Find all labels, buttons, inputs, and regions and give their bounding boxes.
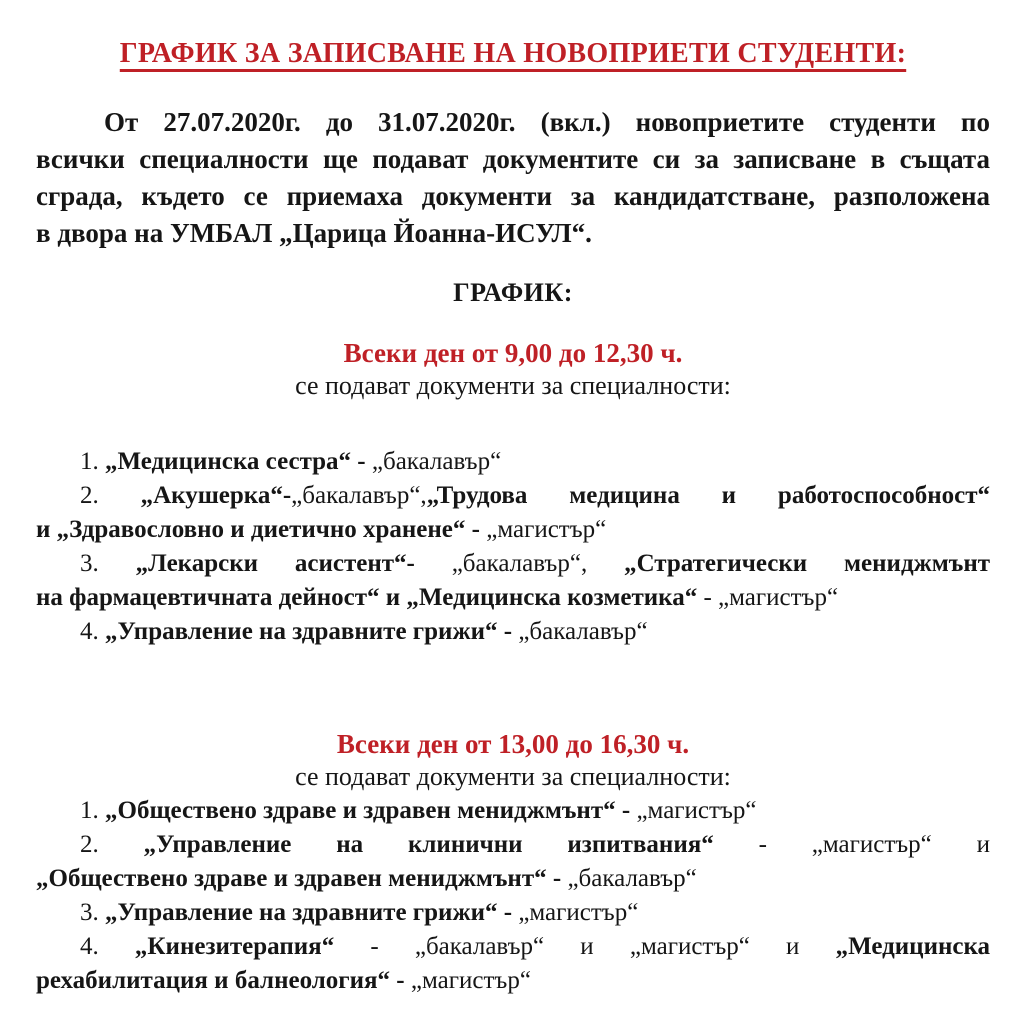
list-item-line <box>36 581 990 615</box>
time-heading: Всеки ден от 9,00 до 12,30 ч. <box>343 338 683 368</box>
list-item <box>36 615 990 649</box>
specialty-name-text: „Трудова медицина и работоспособност“ <box>426 482 990 509</box>
list-item-line <box>36 479 990 513</box>
intro-paragraph <box>36 104 990 252</box>
degree-text: „магистър“ <box>518 899 639 926</box>
specialty-name-text: „Управление на здравните грижи“ - <box>105 899 519 926</box>
schedule-sections <box>36 338 990 998</box>
degree-text: „магистър“ <box>410 967 531 994</box>
list-item-line <box>36 794 990 828</box>
specialty-name-text: „Кинезитерапия“ <box>134 933 335 960</box>
degree-text: „бакалавър“, <box>291 482 427 509</box>
subheading: се подават документи за специалности: <box>295 762 731 791</box>
list-item <box>36 479 990 547</box>
list-item <box>36 930 990 998</box>
degree-text: 3. <box>80 550 136 577</box>
specialty-name-text: на фармацевтичната дейност“ и „Медицинска козметика“ <box>36 584 704 611</box>
list-item <box>36 896 990 930</box>
list-item-line <box>36 513 990 547</box>
specialty-name-text: и „Здравословно и диетично хранене“ - <box>36 516 487 543</box>
degree-text: „бакалавър“ <box>567 865 697 892</box>
intro-line: сграда, където се приемаха документи за кандидатстване, разположена <box>36 181 990 211</box>
list-item <box>36 828 990 896</box>
schedule-heading: ГРАФИК: <box>453 278 573 307</box>
specialty-name-text: „Медицинска сестра“ - <box>105 448 372 475</box>
list-item-line <box>36 445 990 479</box>
list-item-line <box>36 547 990 581</box>
list-item-line <box>36 896 990 930</box>
degree-text: 1. <box>80 797 105 824</box>
specialty-name-text: „Обществено здраве и здравен мениджмънт“ - <box>36 865 568 892</box>
degree-text: - „магистър“ и <box>713 831 990 858</box>
schedule-section <box>36 338 990 649</box>
intro-line: в двора на УМБАЛ „Царица Йоанна-ИСУЛ“. <box>36 218 592 248</box>
subheading: се подават документи за специалности: <box>295 371 731 400</box>
specialty-name-text: „Лекарски асистент“- <box>135 550 452 577</box>
list-item-line <box>36 615 990 649</box>
specialty-name-text: „Управление на клинични изпитвания“ <box>143 831 714 858</box>
specialty-name-text: „Акушерка“- <box>140 482 292 509</box>
degree-text: „магистър“ <box>486 516 607 543</box>
degree-text: - „бакалавър“ и „магистър“ и <box>334 933 836 960</box>
degree-text: 2. <box>80 831 144 858</box>
degree-text: 4. <box>80 618 105 645</box>
degree-text: „бакалавър“ <box>518 618 648 645</box>
intro-line: От 27.07.2020г. до 31.07.2020г. (вкл.) новоприетите студенти по <box>104 107 990 137</box>
degree-text: „бакалавър“, <box>451 550 625 577</box>
list-item <box>36 445 990 479</box>
degree-text: 1. <box>80 448 105 475</box>
list-item <box>36 547 990 615</box>
degree-text: 2. <box>80 482 141 509</box>
specialty-name-text: „Стратегически мениджмънт <box>624 550 991 577</box>
intro-line: всички специалности ще подават документите си за записване в същата <box>36 144 990 174</box>
list-item <box>36 794 990 828</box>
specialty-name-text: „Управление на здравните грижи“ - <box>105 618 519 645</box>
specialty-list <box>36 794 990 998</box>
degree-text: „магистър“ <box>636 797 757 824</box>
time-heading: Всеки ден от 13,00 до 16,30 ч. <box>336 729 690 759</box>
specialty-name-text: рехабилитация и балнеология“ - <box>36 967 411 994</box>
list-item-line <box>36 964 990 998</box>
list-item-line <box>36 862 990 896</box>
page-title: ГРАФИК ЗА ЗАПИСВАНЕ НА НОВОПРИЕТИ СТУДЕНТИ: <box>119 38 907 69</box>
list-item-line <box>36 930 990 964</box>
degree-text: 4. <box>80 933 135 960</box>
schedule-section <box>36 729 990 998</box>
specialty-name-text: „Обществено здраве и здравен мениджмънт“ - <box>105 797 637 824</box>
specialty-name-text: „Медицинска <box>835 933 991 960</box>
degree-text: 3. <box>80 899 105 926</box>
degree-text: „бакалавър“ <box>371 448 502 475</box>
list-item-line <box>36 828 990 862</box>
degree-text: - „магистър“ <box>703 584 839 611</box>
specialty-list <box>36 445 990 649</box>
